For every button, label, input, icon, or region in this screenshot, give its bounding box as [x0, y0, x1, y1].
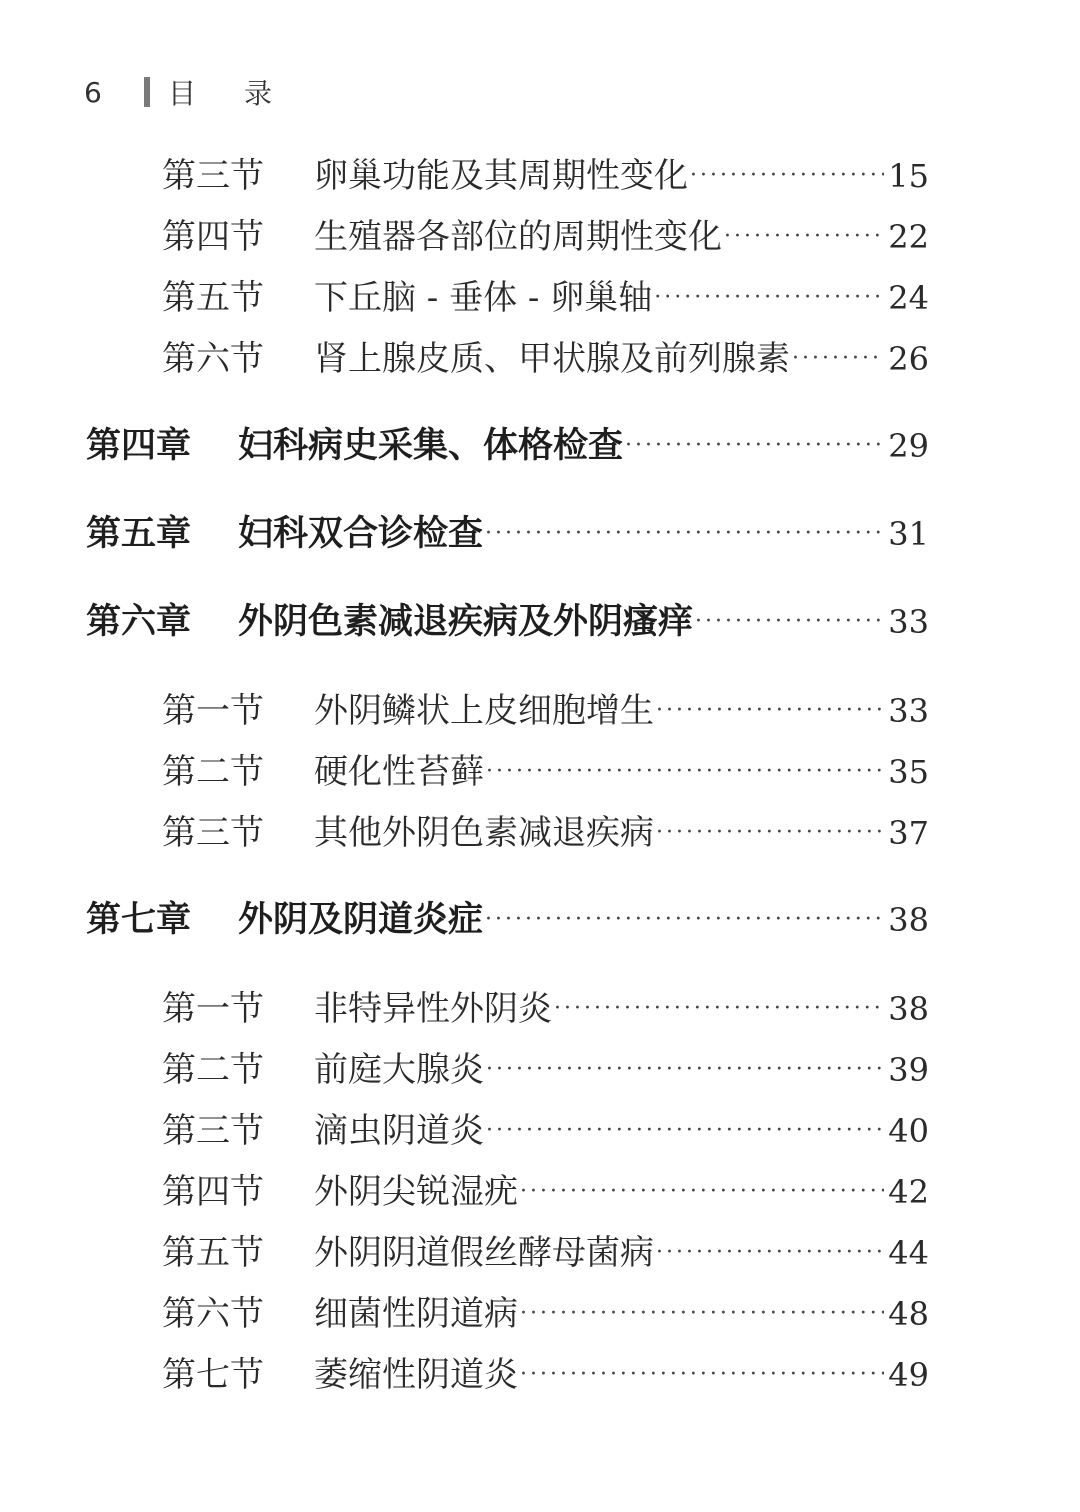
- entry-page-number: 29: [888, 427, 929, 465]
- toc-section-entry[interactable]: [162, 1286, 929, 1335]
- leader-dots: [695, 602, 884, 636]
- leader-dots: [520, 1355, 884, 1389]
- entry-page-number: 22: [888, 218, 929, 256]
- toc-chapter-entry[interactable]: [86, 594, 929, 644]
- entry-title: 外阴尖锐湿疣: [314, 1172, 518, 1212]
- entry-page-number: 33: [888, 692, 929, 730]
- entry-label: 第四节: [162, 1172, 264, 1212]
- entry-page-number: 37: [888, 814, 929, 852]
- entry-title: 卵巢功能及其周期性变化: [314, 156, 688, 196]
- entry-label: 第三节: [162, 813, 264, 853]
- entry-page-number: 44: [888, 1234, 929, 1272]
- entry-label: 第二节: [162, 1050, 264, 1090]
- leader-dots: [485, 900, 884, 934]
- page-number: 6: [84, 75, 102, 109]
- entry-label: 第三节: [162, 156, 264, 196]
- entry-label: 第五节: [162, 278, 264, 318]
- leader-dots: [656, 691, 884, 725]
- entry-title: 外阴鳞状上皮细胞增生: [314, 691, 654, 731]
- toc-section-entry[interactable]: [162, 209, 929, 258]
- entry-label: 第四节: [162, 217, 264, 257]
- leader-dots: [486, 1050, 884, 1084]
- entry-page-number: 35: [888, 753, 929, 791]
- entry-page-number: 31: [888, 515, 929, 553]
- entry-title: 其他外阴色素减退疾病: [314, 813, 654, 853]
- leader-dots: [656, 1233, 884, 1267]
- toc-section-entry[interactable]: [162, 981, 929, 1030]
- entry-label: 第六章: [86, 602, 192, 642]
- entry-title: 下丘脑 - 垂体 - 卵巢轴: [314, 278, 653, 318]
- entry-title: 肾上腺皮质、甲状腺及前列腺素: [314, 339, 790, 379]
- entry-title: 非特异性外阴炎: [314, 989, 552, 1029]
- entry-label: 第七章: [86, 900, 192, 940]
- toc-section-entry[interactable]: [162, 270, 929, 319]
- toc-section-entry[interactable]: [162, 805, 929, 854]
- entry-page-number: 24: [888, 279, 929, 317]
- header-title: 目录: [168, 77, 321, 110]
- entry-page-number: 38: [888, 901, 929, 939]
- entry-label: 第七节: [162, 1355, 264, 1395]
- entry-title: 妇科双合诊检查: [238, 514, 484, 554]
- entry-page-number: 48: [888, 1295, 929, 1333]
- entry-page-number: 33: [888, 603, 929, 641]
- toc-section-entry[interactable]: [162, 1042, 929, 1091]
- toc-chapter-entry[interactable]: [86, 418, 929, 468]
- entry-title: 生殖器各部位的周期性变化: [314, 217, 722, 257]
- toc-section-entry[interactable]: [162, 1225, 929, 1274]
- entry-label: 第六节: [162, 1294, 264, 1334]
- entry-title: 硬化性苔藓: [314, 752, 484, 792]
- toc-section-entry[interactable]: [162, 1347, 929, 1396]
- leader-dots: [724, 217, 884, 251]
- entry-title: 前庭大腺炎: [314, 1050, 484, 1090]
- leader-dots: [520, 1294, 884, 1328]
- entry-title: 外阴色素减退疾病及外阴瘙痒: [238, 602, 694, 642]
- entry-label: 第五节: [162, 1233, 264, 1273]
- toc-section-entry[interactable]: [162, 683, 929, 732]
- entry-page-number: 40: [888, 1112, 929, 1150]
- entry-page-number: 39: [888, 1051, 929, 1089]
- leader-dots: [486, 752, 884, 786]
- leader-dots: [485, 514, 884, 548]
- entry-label: 第五章: [86, 514, 192, 554]
- entry-page-number: 42: [888, 1173, 929, 1211]
- entry-title: 外阴及阴道炎症: [238, 900, 484, 940]
- entry-label: 第一节: [162, 989, 264, 1029]
- leader-dots: [625, 426, 884, 460]
- entry-label: 第三节: [162, 1111, 264, 1151]
- leader-dots: [690, 156, 884, 190]
- leader-dots: [654, 278, 884, 312]
- entry-title: 滴虫阴道炎: [314, 1111, 484, 1151]
- entry-page-number: 26: [888, 340, 929, 378]
- leader-dots: [792, 339, 884, 373]
- toc-chapter-entry[interactable]: [86, 892, 929, 942]
- leader-dots: [486, 1111, 884, 1145]
- entry-label: 第六节: [162, 339, 264, 379]
- entry-title: 妇科病史采集、体格检查: [238, 426, 624, 466]
- entry-page-number: 15: [888, 157, 929, 195]
- toc-chapter-entry[interactable]: [86, 506, 929, 556]
- toc-section-entry[interactable]: [162, 1103, 929, 1152]
- leader-dots: [520, 1172, 884, 1206]
- toc-section-entry[interactable]: [162, 744, 929, 793]
- entry-label: 第二节: [162, 752, 264, 792]
- entry-page-number: 38: [888, 990, 929, 1028]
- entry-label: 第一节: [162, 691, 264, 731]
- toc-section-entry[interactable]: [162, 1164, 929, 1213]
- entry-title: 萎缩性阴道炎: [314, 1355, 518, 1395]
- leader-dots: [554, 989, 884, 1023]
- entry-page-number: 49: [888, 1356, 929, 1394]
- toc-section-entry[interactable]: [162, 331, 929, 380]
- leader-dots: [656, 813, 884, 847]
- entry-title: 外阴阴道假丝酵母菌病: [314, 1233, 654, 1273]
- toc-section-entry[interactable]: [162, 148, 929, 197]
- entry-label: 第四章: [86, 426, 192, 466]
- entry-title: 细菌性阴道病: [314, 1294, 518, 1334]
